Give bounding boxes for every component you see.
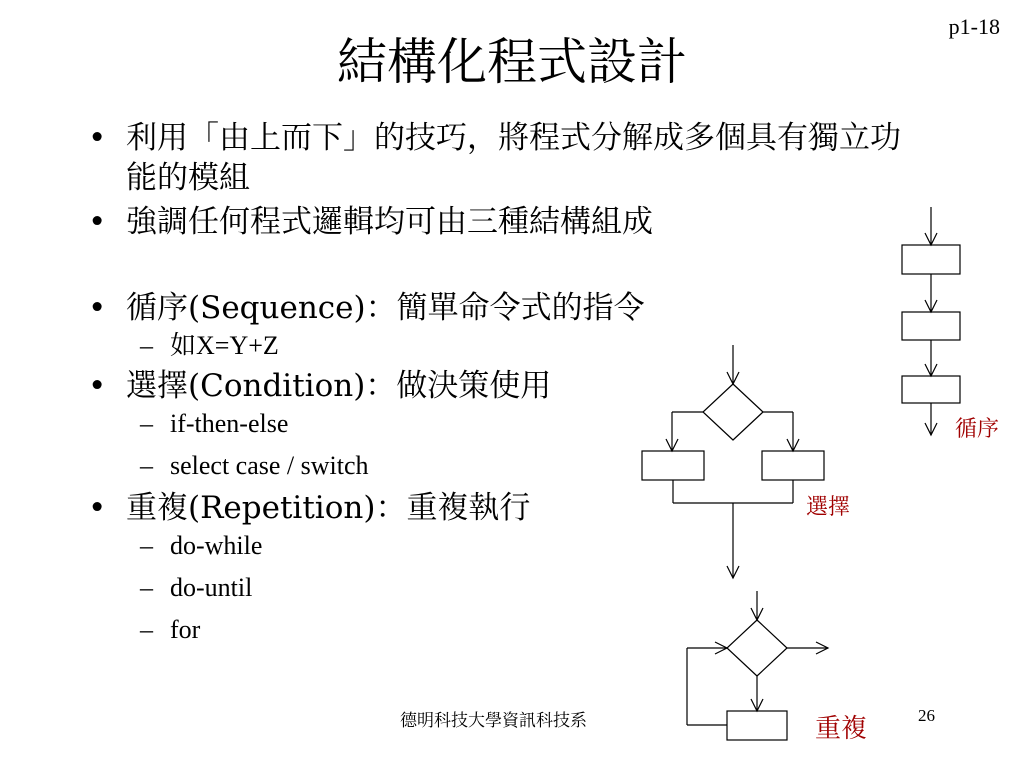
process-box — [642, 451, 704, 480]
process-box — [727, 711, 787, 740]
repetition-label: 重複 — [815, 714, 868, 744]
process-box — [762, 451, 824, 480]
footer-organization: 德明科技大學資訊科技系 — [400, 711, 587, 731]
bullet-item: • 循序(Sequence)：簡單命令式的指令 — [88, 288, 908, 328]
sequence-flowchart — [902, 207, 960, 435]
decision-diamond — [727, 620, 787, 676]
slide-number: 26 — [918, 706, 935, 725]
process-box — [902, 376, 960, 403]
sub-bullet-item: – if-then-else — [88, 406, 908, 442]
selection-label: 選擇 — [806, 495, 851, 520]
repetition-flowchart — [687, 591, 828, 740]
bullet-item: • 重複(Repetition)：重複執行 — [88, 488, 908, 528]
sub-bullet-item: – do-until — [88, 570, 908, 606]
sequence-label: 循序 — [955, 417, 1000, 442]
bullet-item: • 強調任何程式邏輯均可由三種結構組成 — [88, 202, 908, 242]
process-box — [902, 312, 960, 340]
sub-bullet-item: – for — [88, 612, 908, 648]
bullet-item: • 利用「由上而下」的技巧，將程式分解成多個具有獨立功能的模組 — [88, 118, 908, 198]
bullet-item: • 選擇(Condition)：做決策使用 — [88, 366, 908, 406]
selection-flowchart — [642, 345, 824, 578]
sub-bullet-item: – do-while — [88, 528, 908, 564]
page-reference: p1-18 — [948, 14, 1000, 39]
sub-bullet-item: – 如X=Y+Z — [88, 328, 908, 364]
sub-bullet-item: – select case / switch — [88, 448, 908, 484]
process-box — [902, 245, 960, 274]
decision-diamond — [703, 384, 763, 440]
slide-title: 結構化程式設計 — [337, 33, 687, 91]
